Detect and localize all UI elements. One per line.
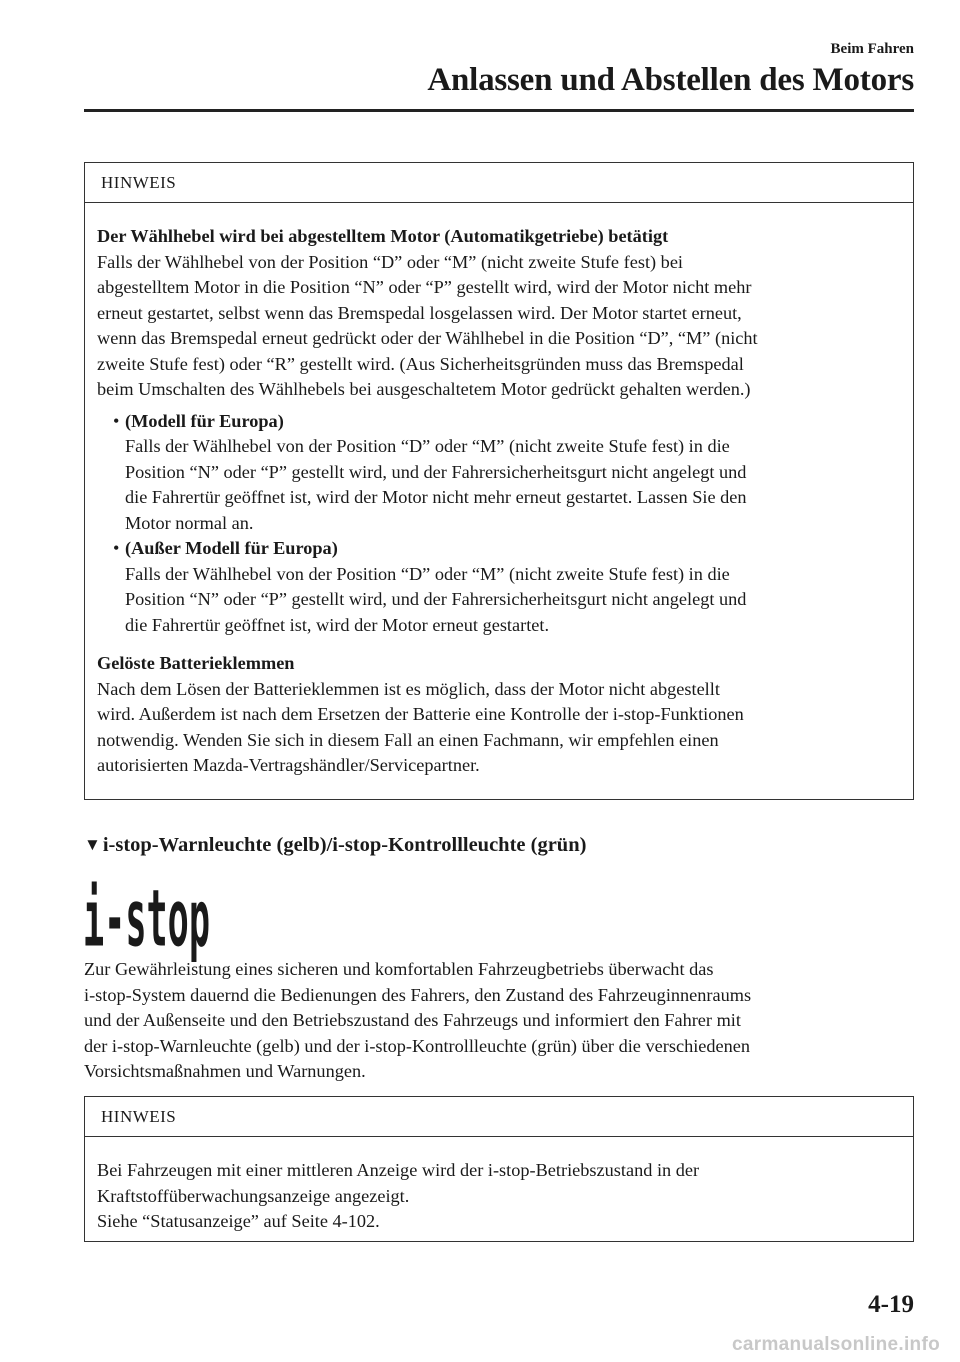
page-title: Anlassen und Abstellen des Motors	[427, 62, 914, 98]
bullet-line: Falls der Wählhebel von der Position “D” oder “M” (nicht zweite Stufe fest) in die	[125, 436, 730, 456]
note-line: erneut gestartet, selbst wenn das Bremspedal losgelassen wird. Der Motor startet erneut,	[97, 302, 742, 323]
bullet-title: (Außer Modell für Europa)	[125, 538, 338, 558]
triangle-down-icon: ▼	[84, 835, 101, 854]
bullet-marker: •	[113, 538, 120, 558]
istop-logo-text: i-stop	[83, 874, 210, 965]
bullet-line: Position “N” oder “P” gestellt wird, und der Fahrersicherheitsgurt nicht angelegt und	[125, 589, 747, 609]
bullet-line: Motor normal an.	[125, 512, 254, 533]
page-header	[84, 40, 914, 100]
subheading-battery-terminals: Gelöste Batterieklemmen	[97, 653, 295, 673]
note-label: HINWEIS	[85, 1097, 913, 1137]
note-line: zweite Stufe fest) oder “R” gestellt wird. (Aus Sicherheitsgründen muss das Bremspedal	[97, 353, 744, 374]
note-body-2	[85, 1137, 913, 1235]
note-line: autorisierten Mazda-Vertragshändler/Servicepartner.	[97, 755, 480, 775]
bullet-marker: •	[113, 410, 120, 431]
section-heading-text: i-stop-Warnleuchte (gelb)/i-stop-Kontrollleuchte (grün)	[102, 834, 587, 856]
note-box-2	[84, 1096, 914, 1242]
bullet-title: (Modell für Europa)	[125, 410, 284, 431]
body-paragraph	[84, 957, 914, 1085]
note-line: beim Umschalten des Wählhebels bei ausgeschaltetem Motor gedrückt gehalten werden.)	[97, 379, 751, 399]
body-line: i-stop-System dauernd die Bedienungen des Fahrers, den Zustand des Fahrzeuginnenraums	[84, 984, 752, 1005]
note-label: HINWEIS	[85, 163, 913, 203]
note-line: Siehe “Statusanzeige” auf Seite 4-102.	[97, 1211, 380, 1231]
body-line: Zur Gewährleistung eines sicheren und komfortablen Fahrzeugbetriebs überwacht das	[84, 959, 714, 979]
header-rule	[84, 109, 914, 112]
note-line: Kraftstoffüberwachungsanzeige angezeigt.	[97, 1185, 410, 1206]
note-line: notwendig. Wenden Sie sich in diesem Fall an einen Fachmann, wir empfehlen einen	[97, 729, 719, 750]
body-line: Vorsichtsmaßnahmen und Warnungen.	[84, 1061, 366, 1081]
bullet-line: Position “N” oder “P” gestellt wird, und der Fahrersicherheitsgurt nicht angelegt und	[125, 461, 747, 482]
note-line: Bei Fahrzeugen mit einer mittleren Anzeige wird der i-stop-Betriebszustand in der	[97, 1160, 700, 1180]
istop-logo-icon	[83, 874, 210, 965]
bullet-europe	[97, 409, 901, 537]
note-line: Nach dem Lösen der Batterieklemmen ist es möglich, dass der Motor nicht abgestellt	[97, 678, 720, 699]
subheading-selector-lever: Der Wählhebel wird bei abgestelltem Motor (Automatikgetriebe) betätigt	[97, 226, 669, 246]
watermark: carmanualsonline.info	[732, 1334, 940, 1355]
note-line: wird. Außerdem ist nach dem Ersetzen der Batterie eine Kontrolle der i-stop-Funktionen	[97, 704, 744, 724]
body-line: der i-stop-Warnleuchte (gelb) und der i-stop-Kontrollleuchte (grün) über die verschiedenen	[84, 1035, 751, 1056]
note-box-1	[84, 162, 914, 800]
note-line: abgestelltem Motor in die Position “N” oder “P” gestellt wird, wird der Motor nicht mehr	[97, 277, 752, 297]
note-body-1	[85, 203, 913, 779]
section-label: Beim Fahren	[830, 41, 914, 57]
page-number: 4-19	[868, 1291, 914, 1318]
note-line: Falls der Wählhebel von der Position “D” oder “M” (nicht zweite Stufe fest) bei	[97, 251, 684, 272]
bullet-line: Falls der Wählhebel von der Position “D” oder “M” (nicht zweite Stufe fest) in die	[125, 563, 730, 584]
bullet-line: die Fahrertür geöffnet ist, wird der Motor nicht mehr erneut gestartet. Lassen Sie den	[125, 487, 747, 507]
note-line: wenn das Bremspedal erneut gedrückt oder der Wählhebel in die Position “D”, “M” (nicht	[97, 328, 758, 348]
section-heading	[84, 832, 586, 858]
bullet-non-europe	[97, 536, 901, 638]
body-line: und der Außenseite und den Betriebszustand des Fahrzeugs und informiert den Fahrer mit	[84, 1010, 741, 1030]
bullet-line: die Fahrertür geöffnet ist, wird der Motor erneut gestartet.	[125, 614, 550, 635]
